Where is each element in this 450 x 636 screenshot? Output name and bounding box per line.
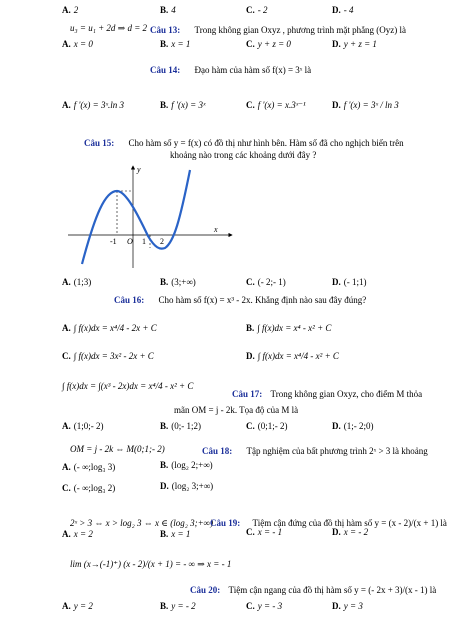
- q14-option-b: B. f '(x) = 3ˣ: [160, 100, 206, 110]
- q14-option-a: A. f '(x) = 3ˣ.ln 3: [62, 100, 125, 110]
- row1-option-b: B. 4: [160, 5, 176, 15]
- q15-option-c: C. (- 2;- 1): [246, 277, 286, 287]
- q14-question: Câu 14: Đạo hàm của hàm số f(x) = 3ˣ là: [150, 65, 312, 75]
- q20-option-b: B. y = - 2: [160, 601, 196, 611]
- tick-1: 1: [142, 237, 146, 246]
- q20-option-a: A. y = 2: [62, 601, 93, 611]
- q18-option-b: B. (log₂ 2;+∞): [160, 460, 213, 470]
- origin-label: O: [127, 237, 133, 246]
- q16-option-c: C. ∫ f(x)dx = 3x² - 2x + C: [62, 351, 154, 361]
- q19-option-d: D. x = - 2: [332, 527, 369, 537]
- q17-question-line1: Câu 17: Trong không gian Oxyz, cho điểm M thỏa: [232, 389, 423, 399]
- q15-question-line2: khoảng nào trong các khoảng dưới đây ?: [170, 150, 317, 160]
- q12-solution: u₃ = u₁ + 2d ⇒ d = 2: [70, 23, 148, 33]
- q16-option-d: D. ∫ f(x)dx = x⁴/4 - x² + C: [246, 351, 339, 361]
- q14-option-d: D. f '(x) = 3ˣ / ln 3: [332, 100, 399, 110]
- q19-question: Câu 19: Tiệm cận đứng của đồ thị hàm số y = (x - 2)/(x + 1) là: [210, 518, 447, 528]
- q19-option-c: C. x = - 1: [246, 527, 283, 537]
- q17-solution: OM = j - 2k ⇔ M(0;1;- 2): [70, 444, 165, 454]
- q20-option-c: C. y = - 3: [246, 601, 283, 611]
- q13-option-a: A. x = 0: [62, 39, 93, 49]
- q15-option-a: A. (1;3): [62, 277, 92, 287]
- q13-question: Câu 13: Trong không gian Oxyz , phương trình mặt phẳng (Oyz) là: [150, 25, 407, 35]
- q20-question: Câu 20: Tiệm cận ngang của đồ thị hàm số y = (- 2x + 3)/(x - 1) là: [190, 585, 437, 595]
- q20-option-d: D. y = 3: [332, 601, 363, 611]
- function-curve: [82, 170, 190, 264]
- q17-option-a: A. (1;0;- 2): [62, 421, 104, 431]
- q18-option-a: A. (- ∞;log₃ 3): [62, 462, 116, 472]
- q17-option-d: D. (1;- 2;0): [332, 421, 374, 431]
- q15-function-graph: [60, 160, 240, 270]
- q18-option-c: C. (- ∞;log₃ 2): [62, 483, 116, 493]
- row1-option-c: C. - 2: [246, 5, 268, 15]
- q18-solution: 2ˣ > 3 ⇔ x > log₂ 3 ⇔ x ∈ (log₂ 3;+∞): [70, 518, 214, 528]
- q16-solution: ∫ f(x)dx = ∫(x³ - 2x)dx = x⁴/4 - x² + C: [62, 381, 194, 391]
- q17-question-line2: mãn OM = j - 2k. Tọa độ của M là: [174, 405, 299, 415]
- q14-option-c: C. f '(x) = x.3ˣ⁻¹: [246, 100, 306, 110]
- q16-question: Câu 16: Cho hàm số f(x) = x³ - 2x. Khẳng định nào sau đây đúng?: [114, 295, 367, 305]
- q17-option-b: B. (0;- 1;2): [160, 421, 202, 431]
- q19-option-a: A. x = 2: [62, 529, 93, 539]
- q13-option-b: B. x = 1: [160, 39, 191, 49]
- tick-neg1: -1: [110, 237, 117, 246]
- q19-solution: lim (x→(-1)⁺) (x - 2)/(x + 1) = - ∞ ⇒ x = - 1: [70, 559, 232, 569]
- q15-question-line1: Câu 15: Cho hàm số y = f(x) có đồ thị như hình bên. Hàm số đã cho nghịch biến trên: [84, 138, 404, 148]
- y-axis-label: y: [137, 165, 141, 174]
- q18-question: Câu 18: Tập nghiệm của bất phương trình 2ˣ > 3 là khoảng: [202, 446, 428, 456]
- x-axis-label: x: [214, 225, 218, 234]
- row1-option-d: D. - 4: [332, 5, 354, 15]
- q13-option-d: D. y + z = 1: [332, 39, 377, 49]
- q19-option-b: B. x = 1: [160, 529, 191, 539]
- row1-option-a: A. 2: [62, 5, 79, 15]
- q17-option-c: C. (0;1;- 2): [246, 421, 288, 431]
- tick-2: 2: [160, 237, 164, 246]
- q13-option-c: C. y + z = 0: [246, 39, 291, 49]
- q16-option-a: A. ∫ f(x)dx = x⁴/4 - 2x + C: [62, 323, 157, 333]
- q16-option-b: B. ∫ f(x)dx = x⁴ - x² + C: [246, 323, 332, 333]
- q18-option-d: D. (log₂ 3;+∞): [160, 481, 214, 491]
- q15-option-d: D. (- 1;1): [332, 277, 367, 287]
- q15-option-b: B. (3;+∞): [160, 277, 196, 287]
